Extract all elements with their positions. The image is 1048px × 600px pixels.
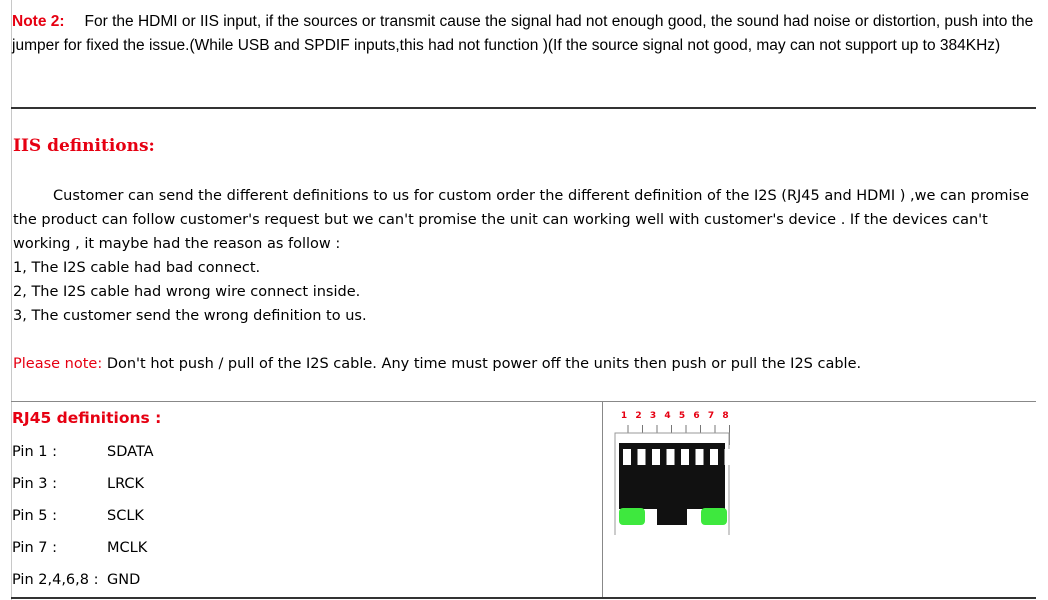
pin-signal: GND xyxy=(107,572,141,588)
pin-number-label: 5 xyxy=(678,411,686,421)
pin-number-label: 3 xyxy=(649,411,657,421)
reason-item: 1, The I2S cable had bad connect. xyxy=(13,260,261,276)
pin-label: Pin 1 : xyxy=(12,444,57,460)
pin-signal: MCLK xyxy=(107,540,148,556)
pin-number-label: 4 xyxy=(664,411,671,421)
reason-item: 2, The I2S cable had wrong wire connect inside. xyxy=(13,284,361,300)
reason-item: 3, The customer send the wrong definition to us. xyxy=(13,308,367,324)
iis-paragraph-block xyxy=(13,184,1033,328)
pin-contact xyxy=(667,449,675,465)
pin-number-label: 7 xyxy=(707,411,715,421)
pin-label: Pin 3 : xyxy=(12,476,57,492)
led-left xyxy=(619,508,645,525)
rj45-jack-diagram xyxy=(613,405,733,535)
pin-contact xyxy=(638,449,646,465)
table-top-border xyxy=(11,401,1036,402)
pin-row xyxy=(12,474,144,494)
note-text: For the HDMI or IIS input, if the sources or transmit cause the signal had not enough good, the sound had noise or distortion, push into the jumper for fixed the issue.(While USB and SPDIF inputs,this had not function )(If the source signal not good, may can not support up to 384KHz) xyxy=(12,13,1034,54)
pin-contact xyxy=(623,449,631,465)
pin-contact xyxy=(696,449,704,465)
note-label: Note 2: xyxy=(12,13,65,30)
pin-row xyxy=(12,570,140,590)
table-column-divider xyxy=(602,401,603,598)
pin-number-label: 1 xyxy=(620,411,628,421)
pin-label: Pin 2,4,6,8 : xyxy=(12,572,99,588)
pin-signal: LRCK xyxy=(107,476,145,492)
pin-signal: SDATA xyxy=(107,444,154,460)
pin-number-label: 8 xyxy=(722,411,729,421)
please-note-text: Don't hot push / pull of the I2S cable. Any time must power off the units then push or pull the I2S cable. xyxy=(106,356,862,372)
pin-label: Pin 5 : xyxy=(12,508,57,524)
iis-definitions-heading: IIS definitions: xyxy=(13,136,155,156)
pin-number-label: 2 xyxy=(635,411,642,421)
please-note-label: Please note: xyxy=(13,356,103,372)
please-note xyxy=(13,352,861,376)
pin-contact xyxy=(725,449,733,465)
pin-label: Pin 7 : xyxy=(12,540,57,556)
led-right xyxy=(701,508,727,525)
table-bottom-border xyxy=(11,597,1036,599)
pin-number-label: 6 xyxy=(693,411,700,421)
pin-number-labels xyxy=(621,411,729,421)
section-divider xyxy=(11,107,1036,109)
pin-signal: SCLK xyxy=(107,508,144,524)
iis-paragraph: Customer can send the different definitions to us for custom order the different definition of the I2S (RJ45 and HDMI ) ,we can promise the product can follow customer's request but we can't promise the unit can working well with customer's device . If the devices can't working , it maybe had the reason as follow : xyxy=(13,188,1029,252)
pin-row xyxy=(12,442,154,462)
pin-contact xyxy=(681,449,689,465)
pin-contact xyxy=(652,449,660,465)
pin-contact xyxy=(710,449,718,465)
pin-row xyxy=(12,538,147,558)
rj45-definitions-heading: RJ45 definitions : xyxy=(12,409,162,427)
pin-row xyxy=(12,506,144,526)
note-2-block xyxy=(12,10,1036,58)
